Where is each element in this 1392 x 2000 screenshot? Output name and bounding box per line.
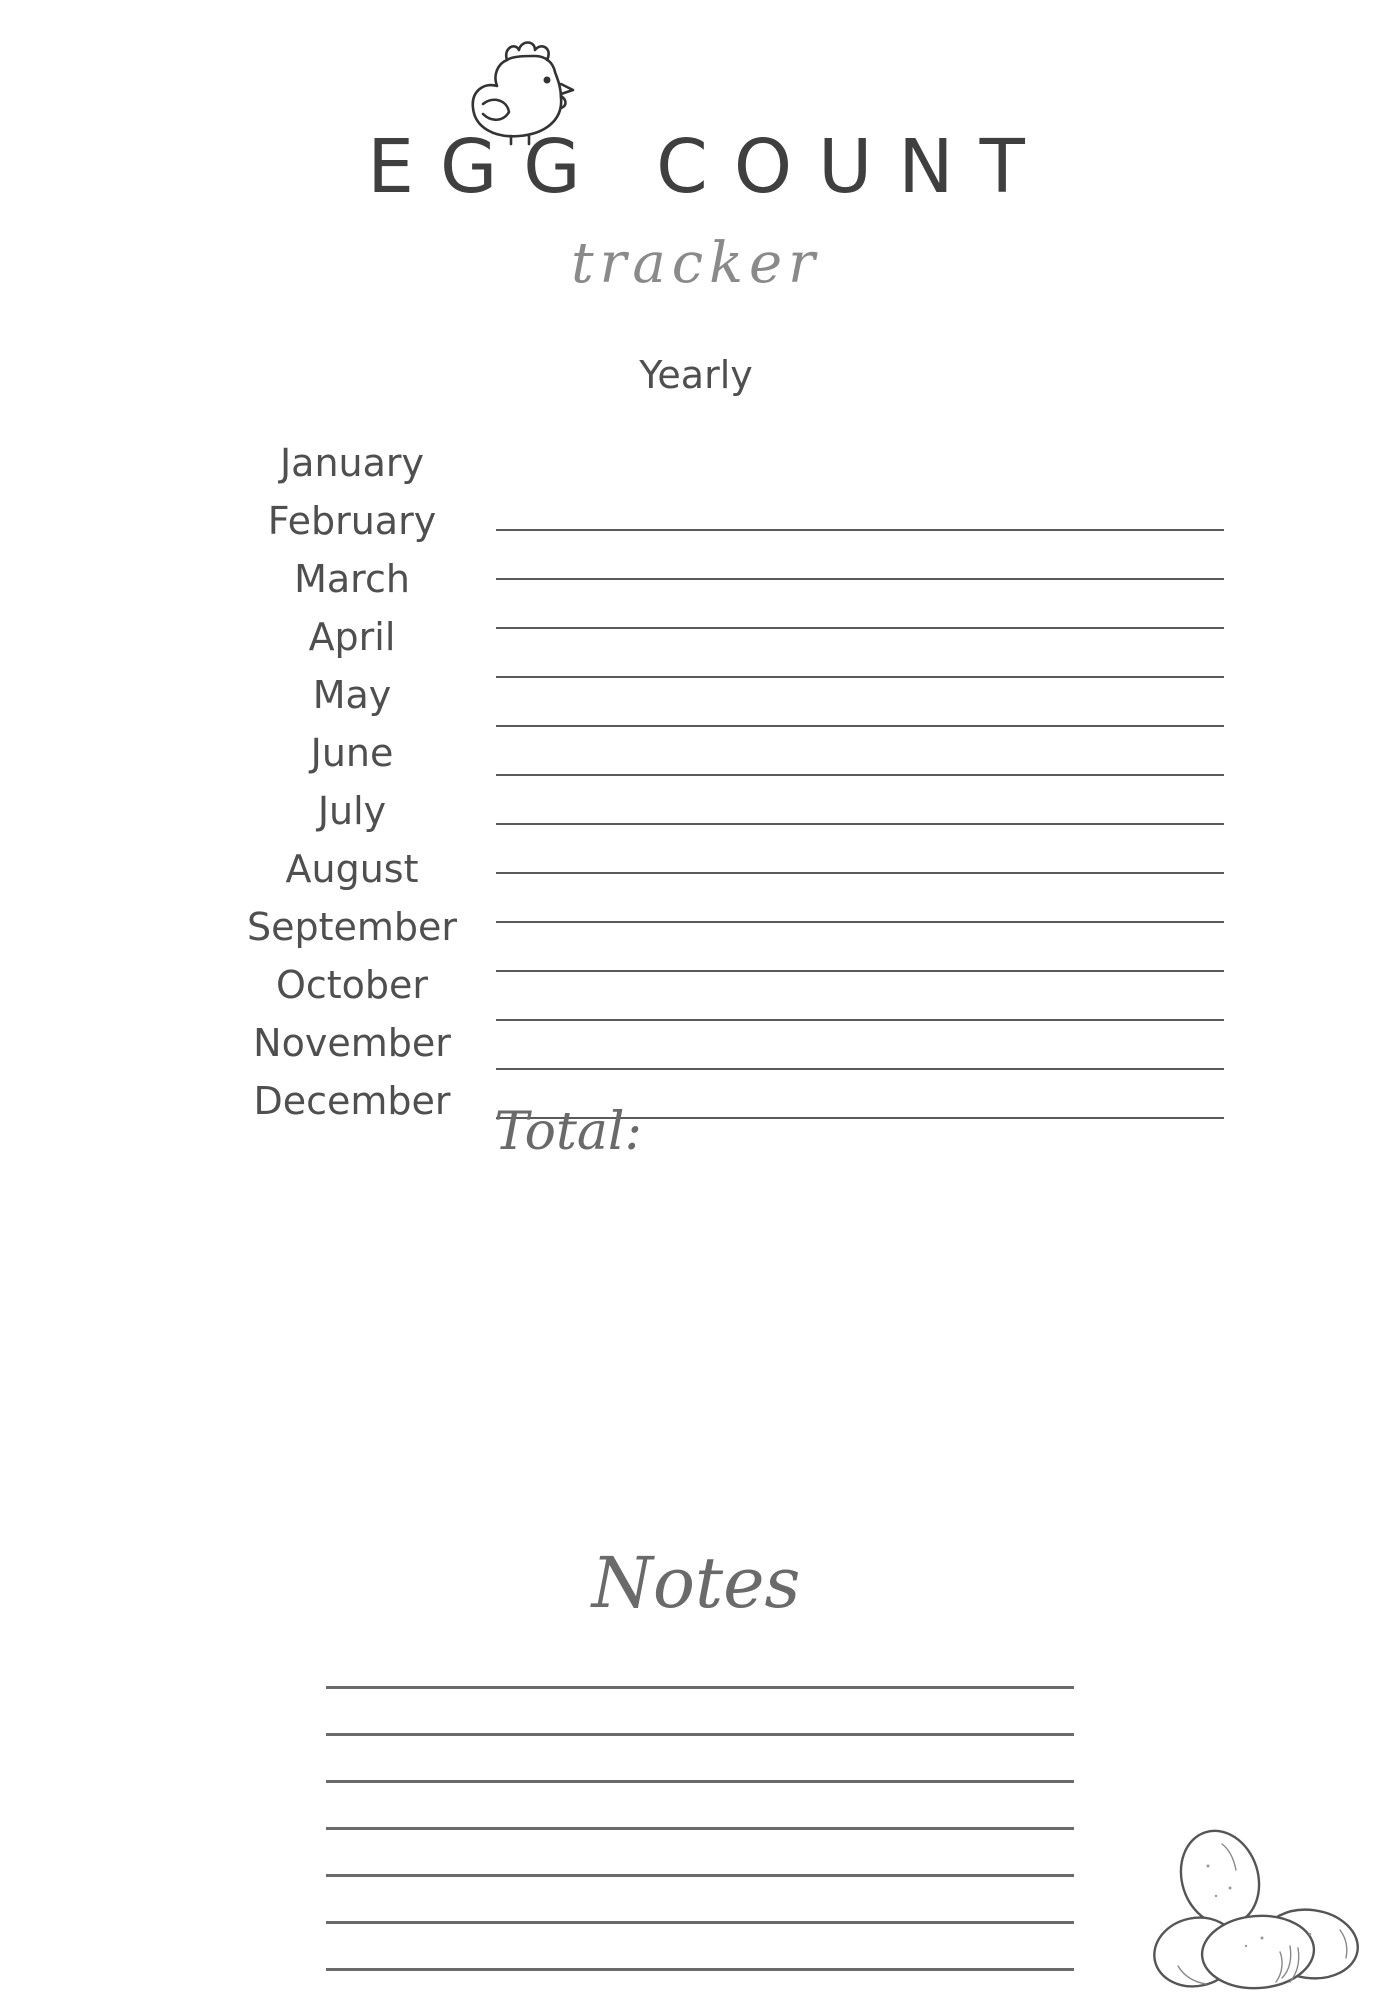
month-label-september: September [246,905,458,949]
eggs-icon [1150,1826,1364,1990]
page-title: EGG COUNT [367,124,1051,210]
month-label-may: May [312,673,392,717]
month-label-march: March [294,557,410,601]
month-label-august: August [285,847,419,891]
total-label: Total: [494,1102,643,1162]
month-label-november: November [253,1021,451,1065]
notes-line[interactable] [326,1830,1074,1877]
month-label-july: July [317,789,387,833]
entry-line-may[interactable] [496,678,1224,727]
month-label-february: February [267,499,437,543]
notes-line[interactable] [326,1783,1074,1830]
notes-line[interactable] [326,1689,1074,1736]
entry-line-november[interactable] [496,972,1224,1021]
notes-title: Notes [591,1542,801,1624]
entry-line-october[interactable] [496,923,1224,972]
entry-line-june[interactable] [496,727,1224,776]
month-entry-lines [496,482,1224,1119]
notes-line[interactable] [326,1642,1074,1689]
entry-line-january[interactable] [496,482,1224,531]
page-subtitle: tracker [571,231,821,296]
entry-line-december[interactable] [496,1021,1224,1070]
entry-line-april[interactable] [496,629,1224,678]
month-label-december: December [253,1079,451,1123]
entry-line-march[interactable] [496,580,1224,629]
entry-line-august[interactable] [496,825,1224,874]
entry-line-july[interactable] [496,776,1224,825]
period-label: Yearly [639,353,753,397]
month-label-june: June [310,731,394,775]
entry-line-february[interactable] [496,531,1224,580]
month-label-january: January [279,441,425,485]
notes-line[interactable] [326,1877,1074,1924]
notes-line[interactable] [326,1736,1074,1783]
month-label-april: April [308,615,396,659]
notes-line[interactable] [326,1924,1074,1971]
month-label-october: October [275,963,429,1007]
notes-lines [326,1642,1074,1971]
entry-line-september[interactable] [496,874,1224,923]
month-list [232,434,472,1130]
